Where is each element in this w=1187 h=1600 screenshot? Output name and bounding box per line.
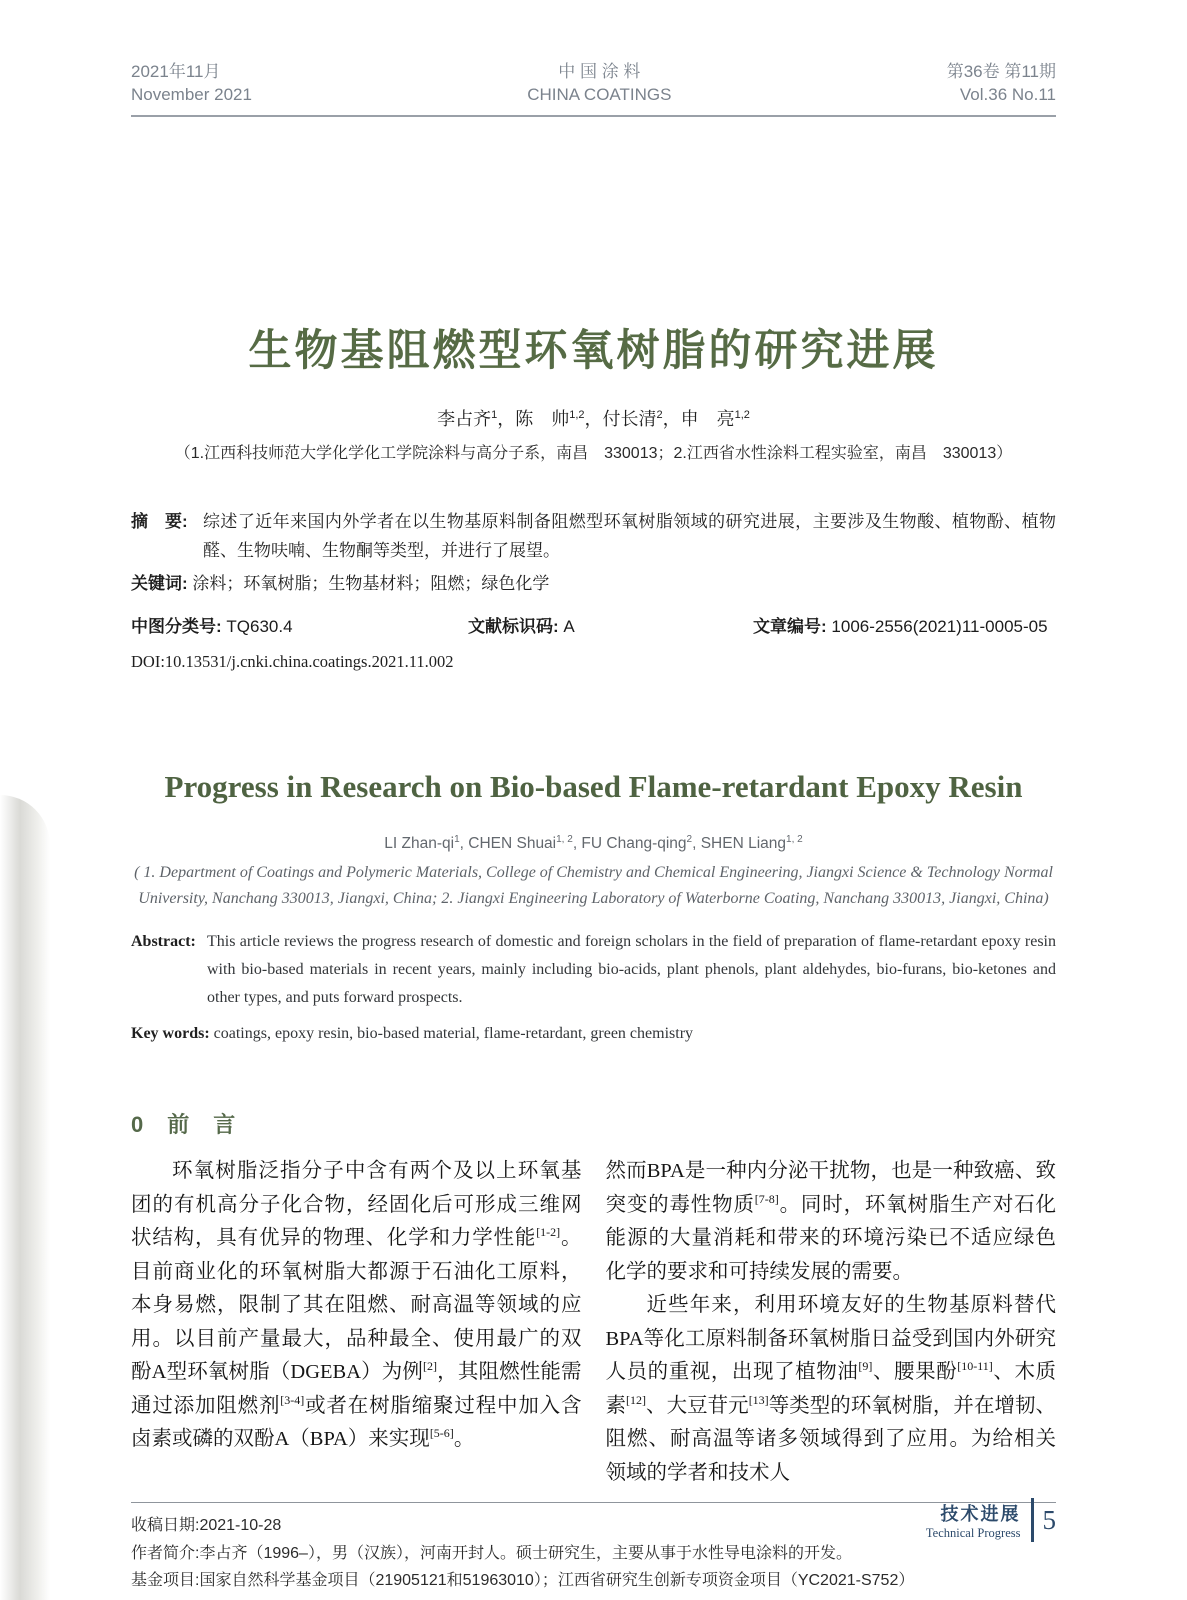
journal-name-cn: 中 国 涂 料 [558, 62, 641, 81]
document-code [468, 612, 753, 641]
issue-date-en: November 2021 [131, 85, 252, 104]
author-bio-value: 李占齐（1996–），男（汉族），河南开封人。硕士研究生，主要从事于水性导电涂料的开发。 [199, 1544, 852, 1562]
journal-running-head [131, 0, 1056, 117]
volume-issue-en: Vol.36 No.11 [959, 85, 1056, 104]
left-column [131, 1155, 582, 1490]
two-column-body [131, 1155, 1056, 1490]
clc-number [131, 612, 468, 641]
author-affiliation-superscript: 2 [656, 409, 663, 421]
section-heading-introduction: 0 前 言 [131, 1112, 237, 1138]
doi: DOI:10.13531/j.cnki.china.coatings.2021.11.002 [131, 652, 454, 671]
volume-issue-cn: 第36卷 第11期 [946, 62, 1056, 81]
abstract-label-en: Abstract: [131, 933, 196, 951]
abstract-en [131, 928, 1056, 1012]
received-date-label: 收稿日期: [131, 1517, 200, 1535]
abstract-label-cn: 摘 要: [131, 512, 188, 531]
keywords-text-cn: 涂料；环氧树脂；生物基材料；阻燃；绿色化学 [192, 574, 550, 593]
clc-value: TQ630.4 [226, 617, 293, 636]
author-affiliation-superscript: 1 [491, 409, 498, 421]
reference-superscript: 1 [454, 834, 460, 845]
article-title-cn: 生物基阻燃型环氧树脂的研究进展 [248, 327, 939, 375]
document-code-label: 文献标识码: [468, 617, 559, 636]
article-id-value: 1006-2556(2021)11-0005-05 [831, 617, 1048, 636]
keywords-label-cn: 关键词: [131, 574, 188, 593]
author-name: 申 亮 [680, 409, 735, 429]
footnotes [131, 1503, 1056, 1595]
page-content [131, 0, 1056, 1595]
authors-cn: 李占齐$^1$，陈 帅$^{1,2}$，付长清$^2$，申 亮$^{1,2}$ [437, 409, 750, 429]
received-date-value: 2021-10-28 [199, 1517, 282, 1535]
scan-shadow-artifact [0, 795, 50, 1600]
author-bio-label: 作者简介: [131, 1544, 200, 1562]
reference-superscript: [5-6] [429, 1426, 454, 1441]
author-affiliation-superscript: 1,2 [569, 409, 585, 421]
document-code-value: A [563, 617, 575, 636]
author-name: 李占齐 [437, 409, 492, 429]
author-name: 付长清 [602, 409, 657, 429]
reference-superscript: [1-2] [536, 1225, 561, 1240]
funding-label: 基金项目: [131, 1572, 200, 1590]
affiliation-cn: （1.江西科技师范大学化学化工学院涂料与高分子系，南昌 330013；2.江西省水性涂料工程实验室，南昌 330013） [174, 445, 1013, 462]
journal-name-en: CHINA COATINGS [527, 85, 672, 104]
article-id [753, 612, 1048, 641]
issue-date-cn: 2021年11月 [131, 62, 221, 81]
received-date-note [131, 1512, 1056, 1540]
reference-superscript: [7-8] [754, 1191, 779, 1206]
reference-superscript: 1, 2 [786, 834, 803, 845]
body-paragraph: 近些年来，利用环境友好的生物基原料替代BPA等化工原料制备环氧树脂日益受到国内外研究人员的重视，出现了植物油[9]、腰果酚[10-11]、木质素[12]、大豆苷元[13]等类型的环氧树脂，并在增韧、阻燃、耐高温等诸多领域得到了应用。为给相关领域的学者和技术人 [605, 1294, 1057, 1484]
right-column [606, 1155, 1057, 1490]
body-paragraph: 然而BPA是一种内分泌干扰物，也是一种致癌、致突变的毒性物质[7-8]。同时，环氧树脂生产对石化能源的大量消耗和带来的环境污染已不适应绿色化学的要求和可持续发展的需要。 [605, 1160, 1057, 1283]
keywords-label-en: Key words: [131, 1025, 210, 1043]
keywords-en [131, 1020, 1056, 1048]
reference-superscript: 2 [686, 834, 693, 845]
reference-superscript: 1, 2 [556, 834, 573, 845]
volume-issue [947, 60, 1056, 106]
reference-superscript: [9] [858, 1359, 873, 1374]
funding-note [131, 1567, 1056, 1595]
footer-section [926, 1500, 1031, 1541]
journal-name [527, 60, 671, 106]
footer-section-en: Technical Progress [925, 1525, 1021, 1540]
abstract-text-en: This article reviews the progress research of domestic and foreign scholars in the field of preparation of flame-retardant epoxy resin with bio-based materials in recent years, mainly including bio-acids, plant phenols, plant aldehydes, bio-furans, bio-ketones and other types, and puts forward prospects. [207, 933, 1056, 1007]
abstract-text-cn: 综述了近年来国内外学者在以生物基原料制备阻燃型环氧树脂领域的研究进展，主要涉及生物酸、植物酚、植物醛、生物呋喃、生物酮等类型，并进行了展望。 [203, 512, 1056, 560]
abstract-cn [131, 507, 1056, 565]
footer-section-cn: 技术进展 [940, 1503, 1021, 1524]
funding-value: 国家自然科学基金项目（21905121和51963010）；江西省研究生创新专项资金项目（YC2021-S752） [199, 1572, 915, 1590]
reference-superscript: [2] [423, 1359, 438, 1374]
classification-row [131, 612, 1056, 641]
reference-superscript: [13] [748, 1392, 769, 1407]
page-footer [926, 1498, 1056, 1542]
reference-superscript: [10-11] [957, 1359, 993, 1374]
authors-en: LI Zhan-$qi^1$, CHEN Shuai$^{1, 2}$, FU Chang-qing$^2$, SHEN Liang$^{1, 2}$ [384, 834, 803, 853]
affiliation-en: ( 1. Department of Coatings and Polymeric Materials, College of Chemistry and Chemical Engineering, Jiangxi Science & Technology Normal University, Nanchang 330013, Jiangxi, China; 2. Jiangxi Engineering Laboratory of Waterborne Coating, Nanchang 330013, Jiangxi, China) [134, 864, 1053, 908]
author-bio-note [131, 1540, 1056, 1568]
article-id-label: 文章编号: [753, 617, 827, 636]
reference-superscript: [3-4] [280, 1392, 305, 1407]
body-paragraph: 环氧树脂泛指分子中含有两个及以上环氧基团的有机高分子化合物，经固化后可形成三维网状结构，具有优异的物理、化学和力学性能[1-2]。目前商业化的环氧树脂大都源于石油化工原料，本身易燃，限制了其在阻燃、耐高温等领域的应用。以目前产量最大，品种最全、使用最广的双酚A型环氧树脂（DGEBA）为例[2]，其阻燃性能需通过添加阻燃剂[3-4]或者在树脂缩聚过程中加入含卤素或磷的双酚A（BPA）来实现[5-6]。 [131, 1160, 582, 1451]
author-affiliation-superscript: 1,2 [734, 409, 750, 421]
keywords-text-en: coatings, epoxy resin, bio-based material, flame-retardant, green chemistry [213, 1025, 694, 1043]
author-name: 陈 帅 [515, 409, 570, 429]
article-title-en: Progress in Research on Bio-based Flame-retardant Epoxy Resin [164, 769, 1023, 804]
issue-date [131, 60, 252, 106]
abstract-en-wrap [131, 928, 1056, 1012]
keywords-cn [131, 569, 1056, 598]
page-number: 5 [1042, 1504, 1056, 1535]
clc-label: 中图分类号: [131, 617, 222, 636]
reference-superscript: [12] [626, 1392, 647, 1407]
